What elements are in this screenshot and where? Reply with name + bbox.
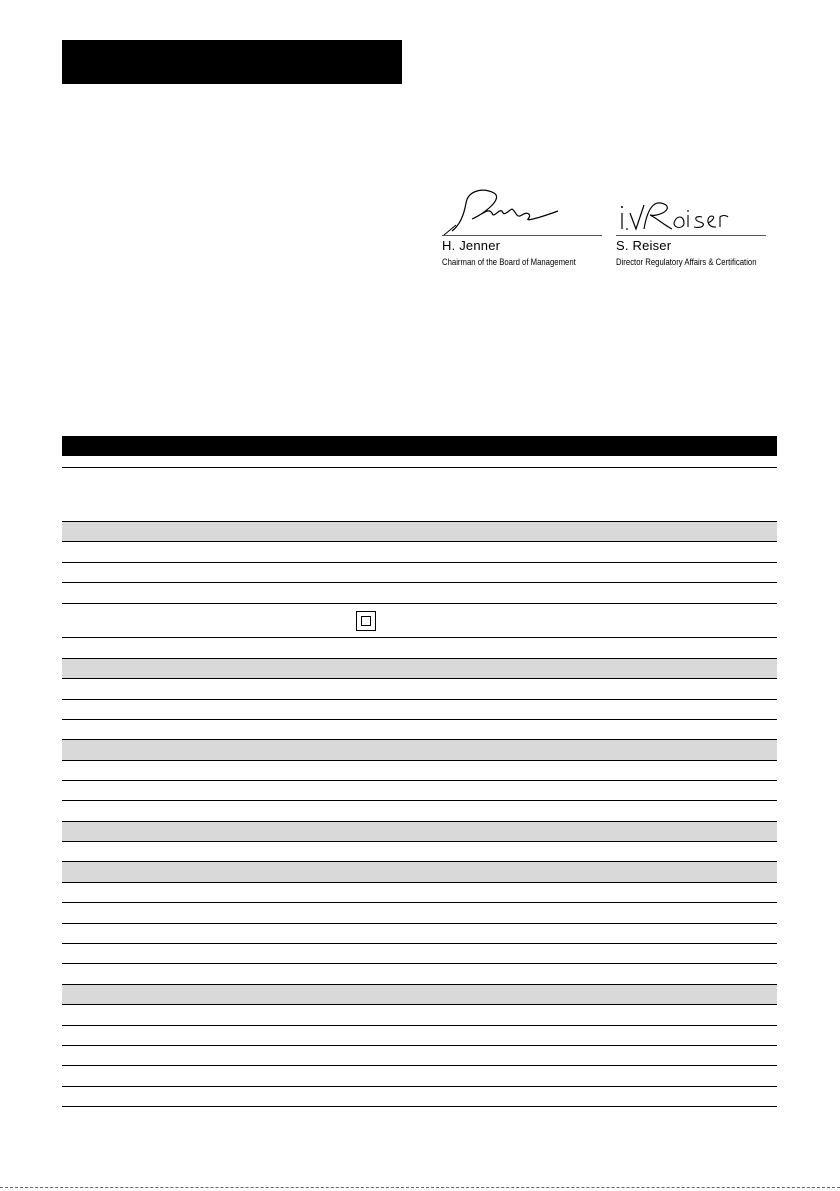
signatory-name: H. Jenner (442, 238, 501, 253)
table-section-row (62, 822, 777, 842)
table-section-row (62, 985, 777, 1005)
table-row (62, 468, 777, 522)
table-row (62, 1066, 777, 1087)
table-row (62, 563, 777, 583)
spec-table-header (62, 436, 777, 456)
table-row (62, 1005, 777, 1026)
cut-line (0, 1187, 840, 1188)
table-row (62, 542, 777, 563)
table-row (62, 1026, 777, 1046)
table-row (62, 761, 777, 781)
table-row (62, 700, 777, 720)
signatory-role: Chairman of the Board of Management (442, 257, 576, 267)
table-row (62, 604, 777, 638)
table-row (62, 781, 777, 801)
table-row (62, 679, 777, 700)
spec-table-body (62, 456, 777, 1107)
signatory-role: Director Regulatory Affairs & Certification (616, 257, 757, 267)
signature-line (442, 235, 602, 236)
table-row (62, 1087, 777, 1107)
class-ii-insulation-icon (356, 611, 376, 631)
table-row (62, 720, 777, 740)
signature-block-reiser (616, 185, 766, 268)
signatory-name: S. Reiser (616, 238, 672, 253)
table-row (62, 583, 777, 604)
table-section-row (62, 522, 777, 542)
table-row (62, 842, 777, 862)
table-row (62, 801, 777, 822)
table-row (62, 903, 777, 924)
table-row (62, 883, 777, 903)
title-bar (62, 40, 402, 84)
table-row (62, 944, 777, 964)
signature-line (616, 235, 766, 236)
signature-jenner-image (442, 185, 602, 235)
table-row (62, 1046, 777, 1066)
table-section-row (62, 862, 777, 883)
signature-block-jenner (442, 185, 602, 268)
table-row (62, 638, 777, 659)
spec-table (62, 436, 777, 1107)
table-section-row (62, 740, 777, 761)
signature-reiser-image (616, 185, 766, 235)
table-row (62, 924, 777, 944)
table-row (62, 964, 777, 985)
table-section-row (62, 659, 777, 679)
table-row (62, 456, 777, 468)
